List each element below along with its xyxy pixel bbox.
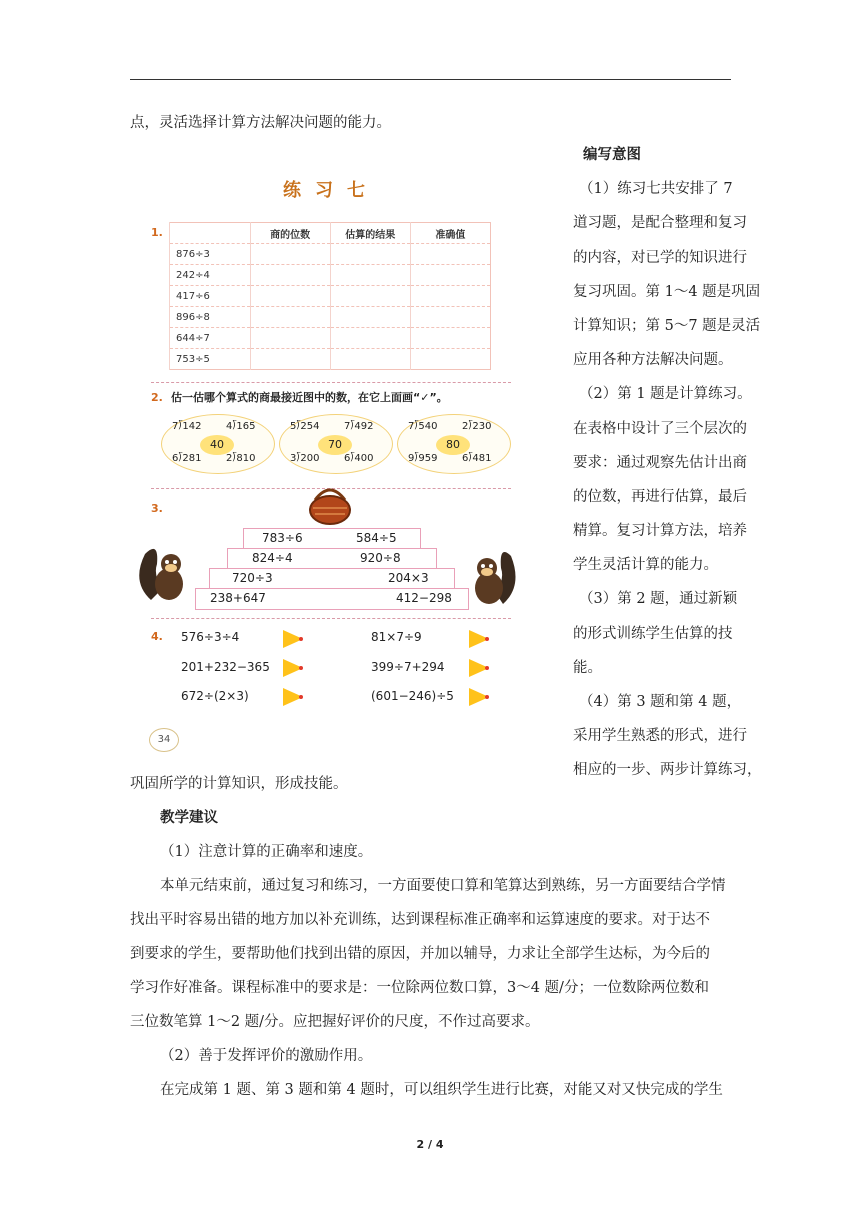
textbook-page-number: 34 <box>149 728 179 752</box>
pyramid-row <box>243 528 421 550</box>
side-line: 计算知识；第 5～7 题是灵活 <box>573 317 761 334</box>
q4-expr: 201+232−365 <box>181 660 270 674</box>
side-column <box>573 138 762 788</box>
q1-row-expr: 753÷5 <box>170 349 251 370</box>
division-item: 2⟌230 <box>462 421 492 432</box>
division-item: 6⟌400 <box>344 453 374 464</box>
side-line: 的形式训练学生估算的技 <box>573 625 733 642</box>
q1-row-expr: 896÷8 <box>170 307 251 328</box>
q3-number: 3. <box>151 502 163 515</box>
q4-expr: 399÷7+294 <box>371 660 445 674</box>
q1-row-expr: 417÷6 <box>170 286 251 307</box>
q1-header: 估算的结果 <box>330 223 410 244</box>
side-line: （2）第 1 题是计算练习。 <box>579 386 752 403</box>
side-line: （3）第 2 题，通过新颖 <box>579 591 738 608</box>
exercise-title: 练习七 <box>283 180 379 201</box>
q4-expr: 81×7÷9 <box>371 630 422 644</box>
q1-table <box>169 222 491 370</box>
estimate-oval <box>397 414 511 474</box>
estimate-target: 80 <box>436 435 470 455</box>
side-line: （4）第 3 题和第 4 题， <box>579 694 742 710</box>
q1-header: 商的位数 <box>250 223 330 244</box>
q1-row-expr: 644÷7 <box>170 328 251 349</box>
pencil-tip-icon <box>469 688 489 706</box>
q2-number: 2. <box>151 391 163 404</box>
side-line: 在表格中设计了三个层次的 <box>573 420 747 437</box>
pencil-tip-icon <box>469 630 489 648</box>
textbook-page-inset <box>141 162 517 762</box>
squirrel-right-icon <box>467 546 523 608</box>
estimate-target: 40 <box>200 435 234 455</box>
side-line: 精算。复习计算方法，培养 <box>573 523 747 540</box>
division-item: 5⟌254 <box>290 421 320 432</box>
side-line: 采用学生熟悉的形式，进行 <box>573 728 747 745</box>
q3-expr: 824÷4 <box>252 551 293 565</box>
pencil-tip-icon <box>469 659 489 677</box>
q4-expr: 672÷(2×3) <box>181 689 249 703</box>
q3-expr: 412−298 <box>396 591 452 605</box>
paragraph-line: 学习作好准备。课程标准中的要求是：一位除两位数口算，3～4 题/分；一位数除两位数和 <box>130 980 709 996</box>
q1-row-expr: 242÷4 <box>170 265 251 286</box>
side-line: （1）练习七共安排了 7 <box>579 181 733 198</box>
q3-expr: 584÷5 <box>356 531 397 545</box>
side-line: 应用各种方法解决问题。 <box>573 352 733 369</box>
pencil-tip-icon <box>283 659 303 677</box>
q1-number: 1. <box>151 226 163 239</box>
division-item: 6⟌281 <box>172 453 202 464</box>
side-heading: 编写意图 <box>583 146 641 163</box>
division-item: 4⟌165 <box>226 421 256 432</box>
section-heading: 教学建议 <box>160 809 218 826</box>
estimate-oval <box>279 414 393 474</box>
page-number: 2 / 4 <box>416 1138 444 1151</box>
paragraph: （1）注意计算的正确率和速度。 <box>160 844 373 860</box>
q3-expr: 920÷8 <box>360 551 401 565</box>
side-line: 道习题，是配合整理和复习 <box>573 215 747 232</box>
side-line: 能。 <box>573 659 602 676</box>
squirrel-left-icon <box>133 542 191 606</box>
division-item: 9⟌959 <box>408 453 438 464</box>
side-line: 复习巩固。第 1～4 题是巩固 <box>573 283 761 300</box>
division-item: 7⟌540 <box>408 421 438 432</box>
division-item: 7⟌142 <box>172 421 202 432</box>
side-line: 的位数，再进行估算，最后 <box>573 488 747 505</box>
division-item: 6⟌481 <box>462 453 492 464</box>
paragraph-line: 找出平时容易出错的地方加以补充训练，达到课程标准正确率和运算速度的要求。对于达不 <box>130 912 710 928</box>
paragraph-line: 本单元结束前，通过复习和练习，一方面要使口算和笔算达到熟练，另一方面要结合学情 <box>160 878 726 894</box>
division-item: 2⟌810 <box>226 453 256 464</box>
side-line: 要求：通过观察先估计出商 <box>573 454 747 471</box>
q4-expr: 576÷3÷4 <box>181 630 240 644</box>
division-item: 3⟌200 <box>290 453 320 464</box>
division-item: 7⟌492 <box>344 421 374 432</box>
q4-number: 4. <box>151 630 163 643</box>
after-book-line: 巩固所学的计算知识，形成技能。 <box>130 776 348 792</box>
pencil-tip-icon <box>283 630 303 648</box>
q1-header: 准确值 <box>410 223 490 244</box>
q3-expr: 720÷3 <box>232 571 273 585</box>
divider <box>151 618 511 619</box>
pyramid-row <box>227 548 437 570</box>
side-line: 的内容，对已学的知识进行 <box>573 249 747 266</box>
q3-expr: 204×3 <box>388 571 429 585</box>
paragraph-line: 到要求的学生，要帮助他们找到出错的原因，并加以辅导，力求让全部学生达标，为今后的 <box>130 946 710 962</box>
side-line: 学生灵活计算的能力。 <box>573 557 718 574</box>
q1-header <box>170 223 251 244</box>
pencil-tip-icon <box>283 688 303 706</box>
divider <box>151 382 511 383</box>
paragraph: 在完成第 1 题、第 3 题和第 4 题时，可以组织学生进行比赛，对能又对又快完成的学生 <box>160 1082 723 1098</box>
basket-icon <box>307 484 353 526</box>
estimate-oval <box>161 414 275 474</box>
q2-text: 估一估哪个算式的商最接近图中的数，在它上面画“✓”。 <box>171 391 448 404</box>
q4-expr: (601−246)÷5 <box>371 689 454 703</box>
pyramid-row <box>195 588 469 610</box>
q3-expr: 238+647 <box>210 591 266 605</box>
q1-row-expr: 876÷3 <box>170 244 251 265</box>
paragraph-line: 三位数笔算 1～2 题/分。应把握好评价的尺度，不作过高要求。 <box>130 1014 540 1030</box>
pyramid-row <box>209 568 455 590</box>
side-line: 相应的一步、两步计算练习， <box>573 762 762 779</box>
estimate-target: 70 <box>318 435 352 455</box>
q3-expr: 783÷6 <box>262 531 303 545</box>
header-rule <box>130 79 731 80</box>
intro-line: 点，灵活选择计算方法解决问题的能力。 <box>130 115 391 131</box>
paragraph: （2）善于发挥评价的激励作用。 <box>160 1048 373 1064</box>
